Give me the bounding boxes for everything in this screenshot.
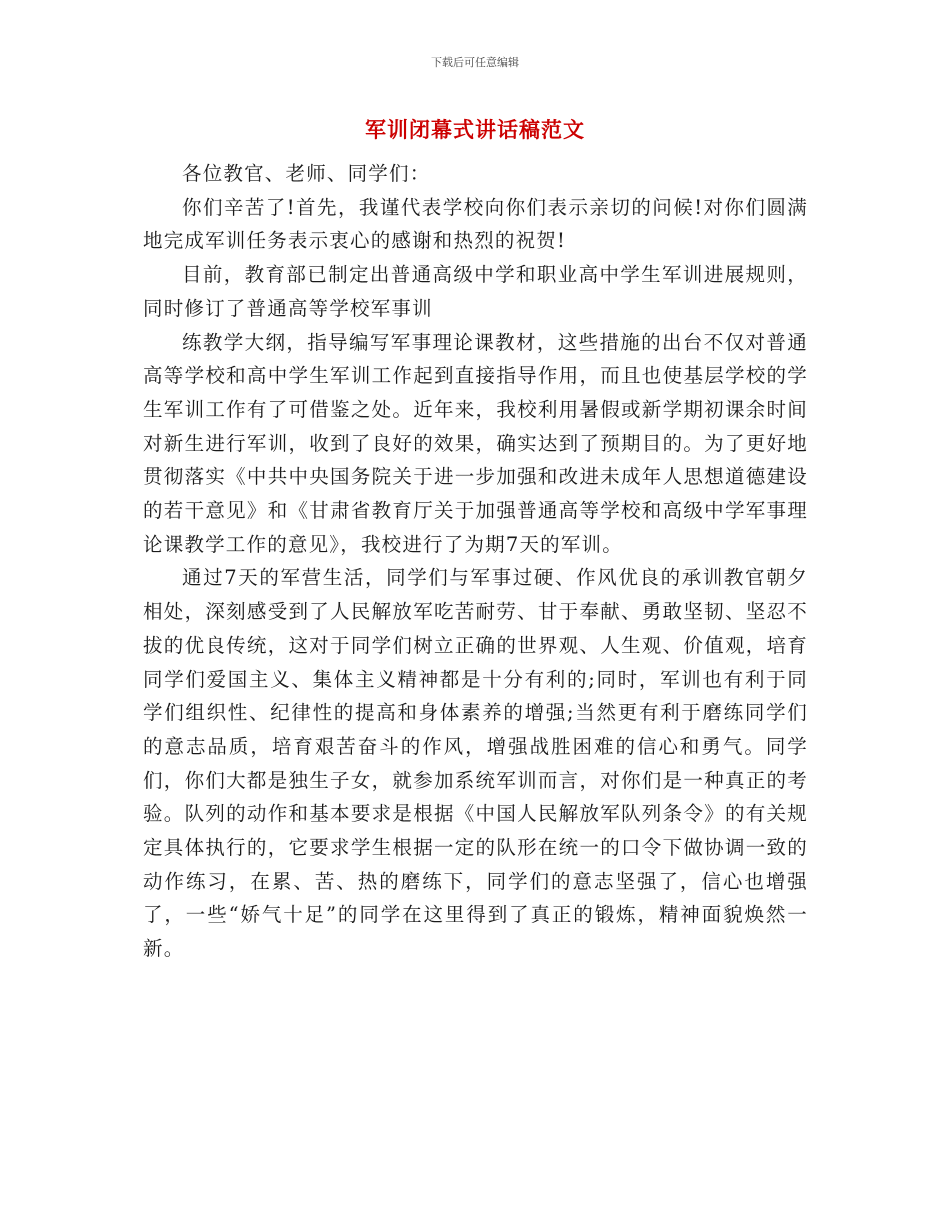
- paragraph-salutation: 各位教官、老师、同学们：: [182, 162, 431, 185]
- document-body: [143, 157, 808, 966]
- paragraph: 你们辛苦了!首先，我谨代表学校向你们表示亲切的问候!对你们圆满地完成军训任务表示衷心的感谢和热烈的祝贺!: [143, 195, 808, 253]
- document-title: 军训闭幕式讲话稿范文: [365, 118, 585, 142]
- paragraph: 练教学大纲，指导编写军事理论课教材，这些措施的出台不仅对普通高等学校和高中学生军训工作起到直接指导作用，而且也使基层学校的学生军训工作有了可借鉴之处。近年来，我校利用暑假或新学期初课余时间对新生进行军训，收到了良好的效果，确实达到了预期目的。为了更好地贯彻落实《中共中央国务院关于进一步加强和改进未成年人思想道德建设的若干意见》和《甘肃省教育厅关于加强普通高等学校和高级中学军事理论课教学工作的意见》，我校进行了为期7天的军训。: [143, 330, 808, 556]
- paragraph: 目前，教育部已制定出普通高级中学和职业高中学生军训进展规则，同时修订了普通高等学校军事训: [143, 263, 808, 320]
- paragraph: 通过7天的军营生活，同学们与军事过硬、作风优良的承训教官朝夕相处，深刻感受到了人民解放军吃苦耐劳、甘于奉献、勇敢坚韧、坚忍不拔的优良传统，这对于同学们树立正确的世界观、人生观、价值观，培育同学们爱国主义、集体主义精神都是十分有利的;同时，军训也有利于同学们组织性、纪律性的提高和身体素养的增强;当然更有利于磨练同学们的意志品质，培育艰苦奋斗的作风，增强战胜困难的信心和勇气。同学们，你们大都是独生子女，就参加系统军训而言，对你们是一种真正的考验。队列的动作和基本要求是根据《中国人民解放军队列条令》的有关规定具体执行的，它要求学生根据一定的队形在统一的口令下做协调一致的动作练习，在累、苦、热的磨练下，同学们的意志坚强了，信心也增强了，一些“娇气十足”的同学在这里得到了真正的锻炼，精神面貌焕然一新。: [143, 566, 808, 961]
- header-note: 下载后可任意编辑: [431, 56, 519, 69]
